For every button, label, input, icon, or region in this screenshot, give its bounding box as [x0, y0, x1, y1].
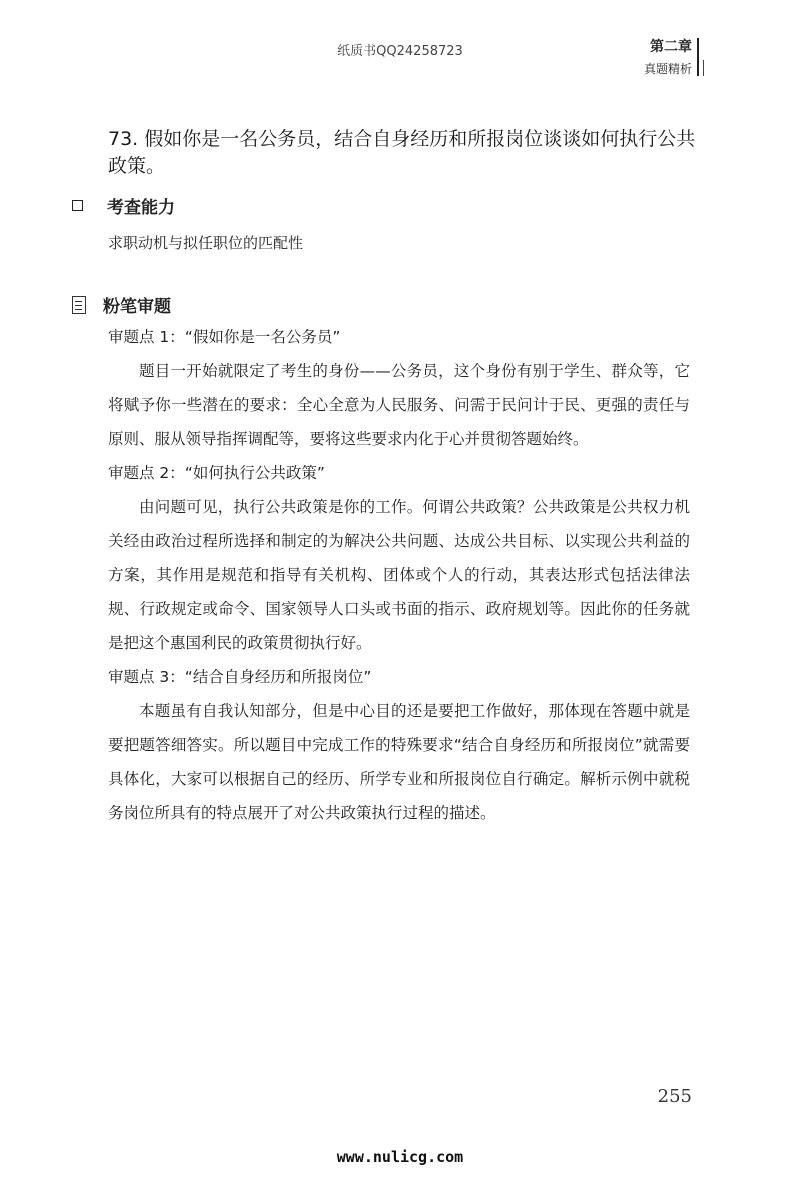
- review-point-label: 审题点 1：“假如你是一名公务员”: [108, 328, 341, 346]
- square-bullet-icon: [72, 200, 83, 211]
- page-number: 255: [657, 1086, 692, 1107]
- header-divider-short: [703, 60, 704, 76]
- review-points: [108, 320, 690, 830]
- review-point-text: 由问题可见，执行公共政策是你的工作。何谓公共政策？公共政策是公共权力机关经由政治过程所选择和制定的为解决公共问题、达成公共目标、以实现公共利益的方案，其作用是规范和指导有关机构、团体或个人的行动，其表达形式包括法律法规、行政规定或命令、国家领导人口头或书面的指示、政府规划等。因此你的任务就是把这个惠国利民的政策贯彻执行好。: [108, 498, 690, 652]
- ability-section-heading: [72, 193, 175, 218]
- review-point-label: 审题点 2：“如何执行公共政策”: [108, 464, 325, 482]
- document-icon: [72, 296, 86, 314]
- header-divider: [697, 38, 699, 76]
- header-chapter: 第二章: [650, 39, 692, 55]
- header-watermark: 纸质书QQ24258723: [337, 44, 463, 59]
- header-subtitle: 真题精析: [643, 62, 692, 76]
- ability-content: 求职动机与拟任职位的匹配性: [108, 234, 304, 252]
- footer-url: www.nulicg.com: [336, 1148, 464, 1166]
- review-section-heading: [72, 292, 171, 317]
- header-chapter-block: [644, 36, 692, 80]
- question-title: 73. 假如你是一名公务员，结合自身经历和所报岗位谈谈如何执行公共政策。: [108, 128, 696, 177]
- ability-section-title: 考查能力: [107, 198, 175, 218]
- review-section-title: 粉笔审题: [103, 297, 171, 317]
- review-point-label: 审题点 3：“结合自身经历和所报岗位”: [108, 668, 372, 686]
- review-point-text: 题目一开始就限定了考生的身份——公务员，这个身份有别于学生、群众等，它将赋予你一些潜在的要求：全心全意为人民服务、问需于民问计于民、更强的责任与原则、服从领导指挥调配等，要将这些要求内化于心并贯彻答题始终。: [108, 362, 690, 448]
- review-point-text: 本题虽有自我认知部分，但是中心目的还是要把工作做好，那体现在答题中就是要把题答细答实。所以题目中完成工作的特殊要求“结合自身经历和所报岗位”就需要具体化，大家可以根据自己的经历、所学专业和所报岗位自行确定。解析示例中就税务岗位所具有的特点展开了对公共政策执行过程的描述。: [108, 702, 690, 822]
